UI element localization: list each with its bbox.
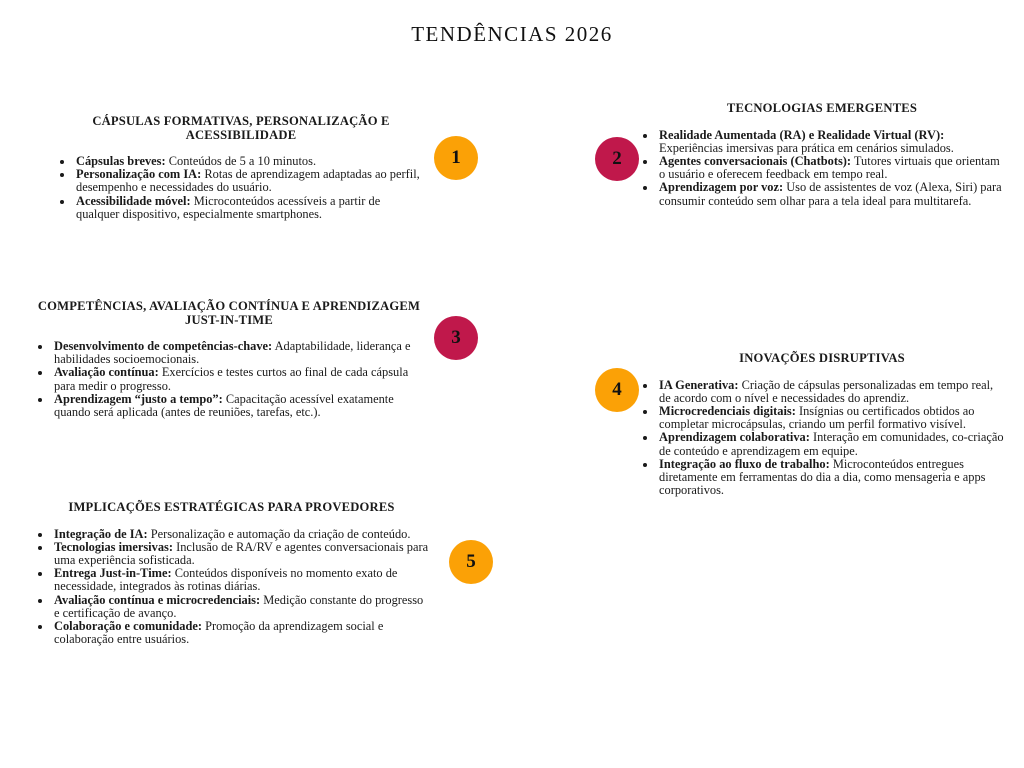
item-term-sep: : [825,456,830,471]
item-term: Integração ao fluxo de trabalho [659,456,826,471]
item-text: Tutores virtuais que orientam o usuário e oferecem feedback em tempo real. [659,153,1000,182]
item-text: Inclusão de RA/RV e agentes conversacionais para uma experiência sofisticada. [54,539,429,567]
item-term: Avaliação contínua [54,365,155,380]
number-badge-1: 1 [434,136,478,180]
item-text: Promoção da aprendizagem social e colaboração entre usuários. [54,618,384,647]
item-text: Adaptabilidade, liderança e habilidades socioemocionais. [54,339,411,367]
section-heading: CÁPSULAS FORMATIVAS, PERSONALIZAÇÃO E ACESSIBILIDADE [92,114,390,142]
page-title: TENDÊNCIAS 2026 [411,22,613,46]
list-item [659,129,1007,155]
list-item [54,594,429,620]
list-item [659,181,1007,207]
section-inovacoes-disruptivas [637,352,1007,497]
item-term: Aprendizagem colaborativa [659,430,806,445]
list-item [76,168,426,194]
item-text: Uso de assistentes de voz (Alexa, Siri) para consumir conteúdo sem olhar para a tela ideal para multitarefa. [659,180,1002,208]
item-term: Cápsulas breves [76,154,162,168]
item-text: Capacitação acessível exatamente quando será aplicada (antes de reuniões, tarefas, etc.). [54,391,394,420]
section-heading: COMPETÊNCIAS, AVALIAÇÃO CONTÍNUA E APRENDIZAGEM JUST-IN-TIME [37,299,421,327]
number-badge-5: 5 [449,540,493,584]
item-term: Entrega Just-in-Time [54,566,168,581]
section-implicacoes-estrategicas [34,501,429,646]
list-item [54,620,429,646]
section-capsulas-formativas [56,115,426,221]
item-term-sep: : [197,167,202,182]
item-term: IA Generativa [659,377,735,392]
item-term-sep: : [197,618,203,633]
item-term-sep: : [256,592,261,607]
list-item [659,379,1007,405]
section-heading: INOVAÇÕES DISRUPTIVAS [739,351,905,365]
item-term: Integração de IA: [54,526,148,541]
bullet-list [34,528,429,647]
item-text: Criação de cápsulas personalizadas em tempo real, de acordo com o nível e necessidades do aprendiz. [659,377,994,405]
item-text: Conteúdos disponíveis no momento exato de necessidade, integrados às rotinas diárias. [54,566,398,594]
item-term: Personalização com IA [76,167,198,182]
item-term-sep: : [186,193,191,208]
item-term: Acessibilidade móvel [76,193,187,208]
item-term-sep: : [268,339,273,353]
section-tecnologias-emergentes [637,102,1007,208]
number-badge-3: 3 [434,316,478,360]
item-term: Aprendizagem “justo a tempo” [54,391,219,406]
item-term: Agentes conversacionais (Chatbots): [659,153,852,168]
item-text: Microconteúdos acessíveis a partir de qualquer dispositivo, especialmente smartphones. [76,193,381,221]
list-item [54,340,424,366]
item-term-sep: : [218,391,223,406]
item-text: Rotas de aprendizagem adaptadas ao perfil, desempenho e necessidades do usuário. [76,167,420,195]
list-item [659,155,1007,181]
item-term-sep: : [167,566,172,581]
bullet-list [56,155,426,221]
list-item [54,366,424,392]
item-text: Conteúdos de 5 a 10 minutos. [165,154,317,168]
section-heading: IMPLICAÇÕES ESTRATÉGICAS PARA PROVEDORES [68,500,395,514]
item-term-sep: : [168,539,173,554]
item-term-sep: : [734,377,739,392]
item-text: Insígnias ou certificados obtidos ao completar microcápsulas, criando um perfil formativo visível. [659,403,975,432]
list-item [659,431,1007,457]
section-competencias [34,300,424,419]
item-text: Interação em comunidades, co-criação de conteúdo e aprendizagem em equipe. [659,430,1004,458]
bullet-list [34,340,424,419]
item-term: Microcredenciais digitais [659,403,792,418]
item-text: Medição constante do progresso e certificação de avanço. [54,592,424,620]
list-item [76,195,426,221]
item-term: Desenvolvimento de competências-chave [54,339,269,353]
item-term: Avaliação contínua e microcredenciais [54,592,257,607]
list-item [54,393,424,419]
item-text: Personalização e automação da criação de conteúdo. [147,526,411,541]
section-heading: TECNOLOGIAS EMERGENTES [726,101,918,115]
list-item [54,541,429,567]
bullet-list [637,129,1007,208]
item-term: Colaboração e comunidade [54,618,198,633]
item-term-sep: : [805,430,810,445]
item-term: Realidade Aumentada (RA) e Realidade Virtual (RV): [659,127,945,142]
item-term-sep: : [161,154,166,168]
item-text: Microconteúdos entregues diretamente em ferramentas do dia a dia, como mensageria e apps corporativos. [659,456,986,498]
number-badge-4: 4 [595,368,639,412]
item-text: Exercícios e testes curtos ao final de cada cápsula para medir o progresso. [54,365,409,393]
item-term: Tecnologias imersivas [54,539,169,554]
bullet-list [637,379,1007,498]
item-text: Experiências imersivas para prática em cenários simulados. [659,140,954,155]
item-term-sep: : [154,365,159,380]
item-term-sep: : [791,403,796,418]
list-item [659,458,1007,498]
list-item [659,405,1007,431]
item-term: Aprendizagem por voz: [659,180,784,195]
list-item [54,567,429,593]
number-badge-2: 2 [595,137,639,181]
